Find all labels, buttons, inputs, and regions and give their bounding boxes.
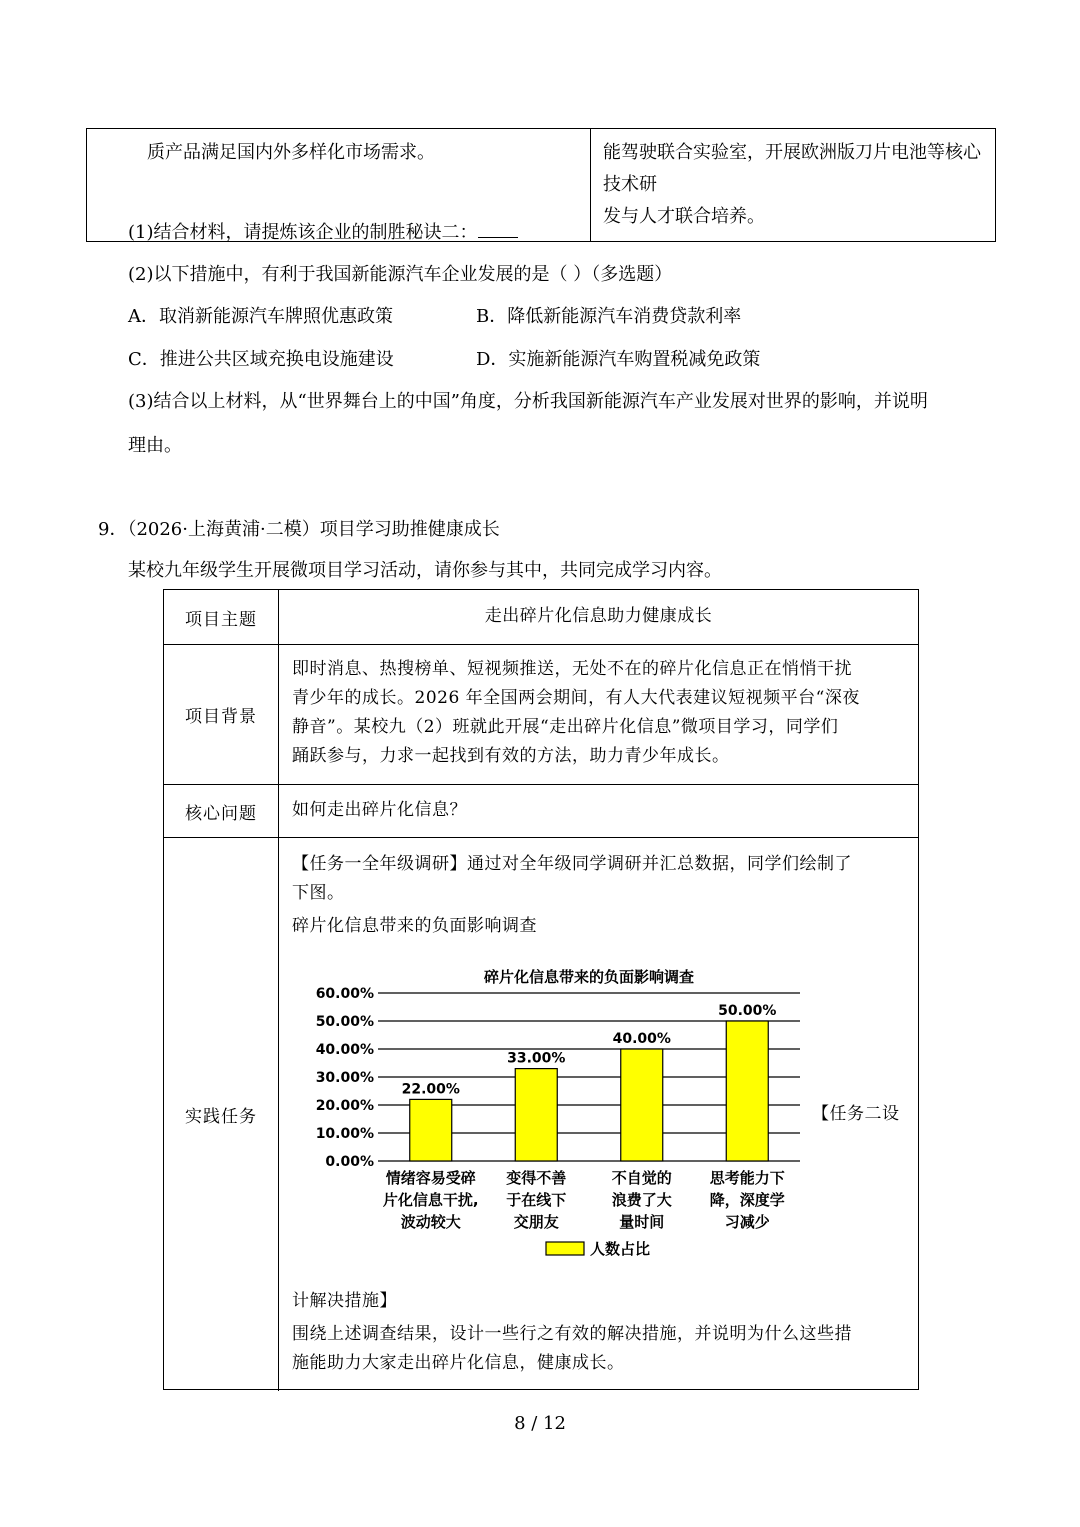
legend-label: 人数占比 — [590, 1240, 651, 1258]
x-tick-label: 情绪容易受碎 — [385, 1169, 476, 1187]
question-3-line1: (3)结合以上材料，从“世界舞台上的中国”角度，分析我国新能源汽车产业发展对世界的影响，并说明 — [128, 391, 928, 412]
data-label: 40.00% — [612, 1031, 671, 1047]
x-tick-label: 交朋友 — [513, 1213, 559, 1231]
core-value: 如何走出碎片化信息？ — [292, 800, 467, 820]
bar — [515, 1069, 557, 1161]
task2-line: 施能助力大家走出碎片化信息，健康成长。 — [292, 1353, 625, 1373]
task2-text — [292, 1287, 908, 1378]
bar — [726, 1021, 768, 1161]
bar-chart — [288, 958, 818, 1268]
task1-line: 下图。 — [292, 883, 345, 903]
x-tick-label: 片化信息干扰, — [382, 1191, 479, 1209]
x-tick-label: 不自觉的 — [611, 1169, 672, 1187]
y-tick-label: 50.00% — [315, 1014, 374, 1030]
task2-heading-part2: 计解决措施】 — [292, 1291, 397, 1311]
x-tick-label: 于在线下 — [506, 1191, 567, 1209]
theme-value: 走出碎片化信息助力健康成长 — [484, 606, 713, 626]
question-3-line2: 理由。 — [128, 435, 182, 456]
top-table-right-line2: 发与人才联合培养。 — [603, 206, 765, 227]
background-line: 静音”。某校九（2）班就此开展“走出碎片化信息”微项目学习，同学们 — [292, 717, 839, 737]
x-tick-label: 波动较大 — [400, 1213, 461, 1231]
background-line: 即时消息、热搜榜单、短视频推送，无处不在的碎片化信息正在悄悄干扰 — [292, 659, 852, 679]
question-1-text: (1)结合材料，请提炼该企业的制胜秘诀二： — [128, 222, 478, 243]
legend-swatch — [546, 1242, 584, 1255]
x-tick-label: 浪费了大 — [611, 1191, 672, 1209]
core-label: 核心问题 — [164, 785, 279, 837]
chart-title: 碎片化信息带来的负面影响调查 — [483, 968, 695, 986]
data-label: 22.00% — [401, 1081, 460, 1098]
data-label: 33.00% — [507, 1050, 566, 1067]
row-background — [164, 645, 918, 785]
task1-line: 【任务一全年级调研】通过对全年级同学调研并汇总数据，同学们绘制了 — [292, 854, 852, 874]
x-tick-label: 降，深度学 — [709, 1191, 785, 1209]
data-label: 50.00% — [718, 1003, 777, 1019]
question-1 — [128, 218, 518, 244]
background-line: 青少年的成长。2026 年全国两会期间，有人大代表建议短视频平台“深夜 — [292, 688, 860, 708]
row-theme — [164, 590, 918, 645]
x-tick-label: 量时间 — [619, 1213, 665, 1231]
y-tick-label: 20.00% — [315, 1098, 374, 1114]
y-tick-label: 30.00% — [315, 1070, 374, 1086]
bar — [621, 1049, 663, 1161]
task2-heading-part1: 【任务二设 — [812, 1104, 900, 1124]
y-tick-label: 40.00% — [315, 1042, 374, 1058]
option-c[interactable]: C．推进公共区域充换电设施建设 — [128, 349, 394, 370]
top-table-right-line1: 能驾驶联合实验室，开展欧洲版刀片电池等核心技术研 — [603, 142, 981, 195]
task2-line: 围绕上述调查结果，设计一些行之有效的解决措施，并说明为什么这些措 — [292, 1324, 852, 1344]
task1-text — [292, 850, 908, 941]
background-line: 踊跃参与，力求一起找到有效的方法，助力青少年成长。 — [292, 746, 730, 766]
chart-caption: 碎片化信息带来的负面影响调查 — [292, 916, 537, 936]
background-label: 项目背景 — [164, 645, 279, 784]
y-tick-label: 60.00% — [315, 986, 374, 1002]
option-a[interactable]: A．取消新能源汽车牌照优惠政策 — [128, 306, 393, 327]
question-9-title: 9．（2026·上海黄浦·二模）项目学习助推健康成长 — [98, 519, 500, 540]
page-number: 8 / 12 — [514, 1413, 566, 1434]
y-tick-label: 0.00% — [325, 1154, 374, 1170]
option-d[interactable]: D．实施新能源汽车购置税减免政策 — [476, 349, 761, 370]
top-table-right-cell — [591, 129, 996, 242]
bar — [410, 1099, 452, 1161]
question-9-intro: 某校九年级学生开展微项目学习活动，请你参与其中，共同完成学习内容。 — [128, 560, 722, 581]
x-tick-label: 习减少 — [724, 1213, 770, 1231]
row-core-question — [164, 785, 918, 838]
top-table-left-text: 质产品满足国内外多样化市场需求。 — [147, 142, 435, 163]
question-2: (2)以下措施中，有利于我国新能源汽车企业发展的是（ ）（多选题） — [128, 264, 673, 285]
x-tick-label: 思考能力下 — [709, 1169, 785, 1187]
option-b[interactable]: B．降低新能源汽车消费贷款利率 — [476, 306, 742, 327]
theme-label: 项目主题 — [164, 590, 279, 644]
practice-label: 实践任务 — [164, 838, 279, 1391]
answer-blank[interactable] — [478, 219, 518, 238]
background-text — [292, 655, 908, 771]
x-tick-label: 变得不善 — [506, 1169, 567, 1187]
y-tick-label: 10.00% — [315, 1126, 374, 1142]
